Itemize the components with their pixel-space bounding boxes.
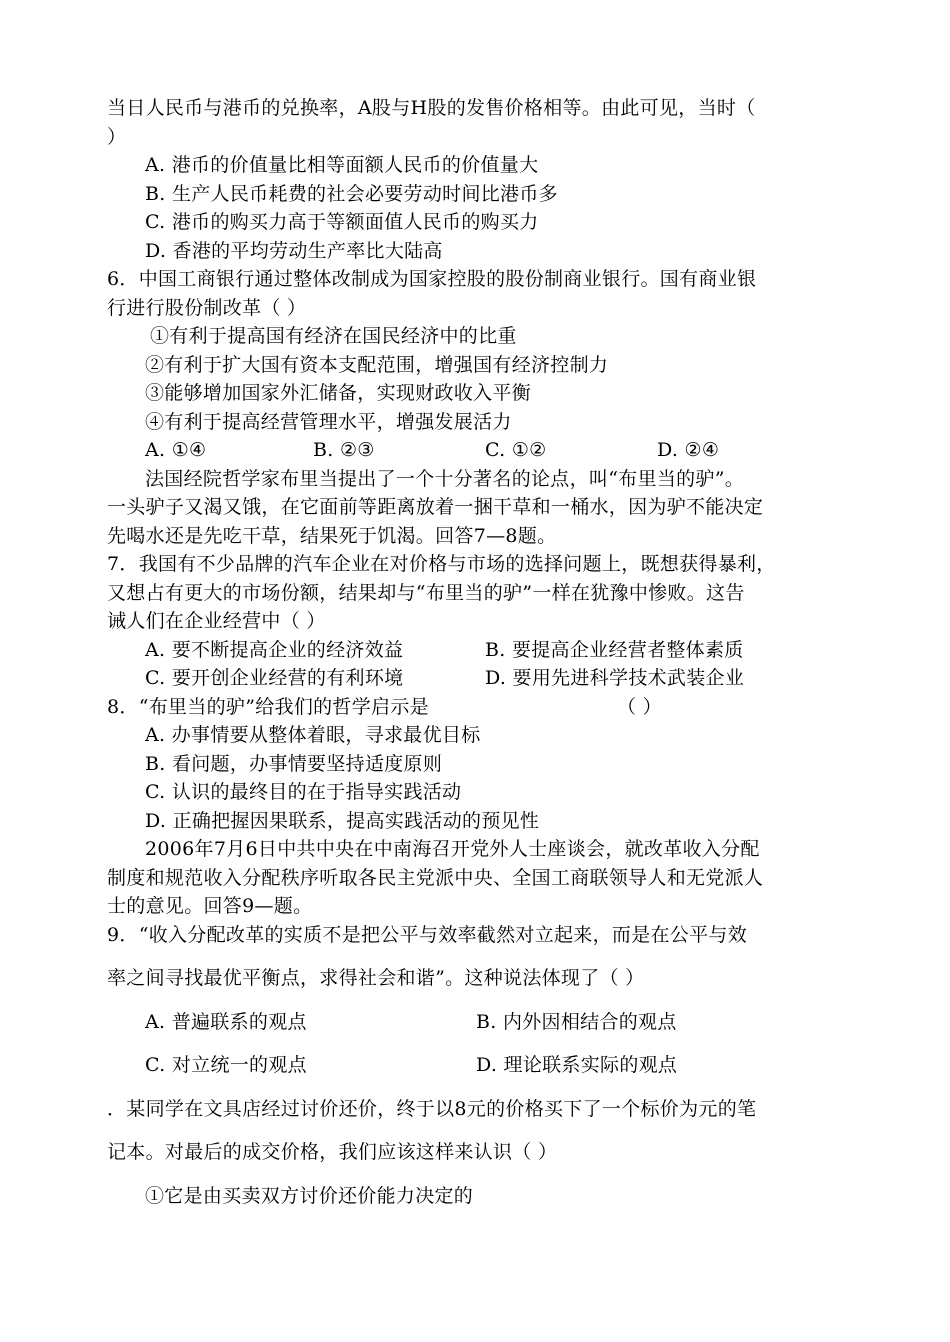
q7-stem-line-2: 又想占有更大的市场份额，结果却与“布里当的驴”一样在犹豫中惨败。这告: [107, 582, 745, 604]
passage-7-8-line-3: 先喝水还是先吃干草，结果死于饥渴。回答7—8题。: [107, 525, 557, 547]
q8-stem: 8．“布里当的驴”给我们的哲学启示是: [107, 696, 429, 718]
q5-option-a: A. 港币的价值量比相等面额人民币的价值量大: [145, 154, 539, 176]
q10-stem-line-1: ．某同学在文具店经过讨价还价，终于以8元的价格买下了一个标价为元的笔: [107, 1098, 757, 1120]
q7-option-c: C. 要开创企业经营的有利环境: [145, 667, 404, 689]
q6-stem-line-1: 6．中国工商银行通过整体改制成为国家控股的股份制商业银行。国有商业银: [107, 268, 757, 290]
q8-option-b: B. 看问题，办事情要坚持适度原则: [145, 753, 443, 775]
q5-option-d: D. 香港的平均劳动生产率比大陆高: [145, 240, 443, 262]
q9-option-d: D. 理论联系实际的观点: [476, 1054, 678, 1076]
q6-option-b: B. ②③: [313, 439, 375, 461]
q5-option-b: B. 生产人民币耗费的社会必要劳动时间比港币多: [145, 183, 558, 205]
q7-stem-line-1: 7．我国有不少品牌的汽车企业在对价格与市场的选择问题上，既想获得暴利，: [107, 553, 776, 575]
q6-item-2: ②有利于扩大国有资本支配范围，增强国有经济控制力: [145, 354, 609, 376]
q9-option-b: B. 内外因相结合的观点: [476, 1011, 677, 1033]
q6-option-c: C. ①②: [485, 439, 547, 461]
q6-item-3: ③能够增加国家外汇储备，实现财政收入平衡: [145, 382, 532, 404]
q6-item-4: ④有利于提高经营管理水平，增强发展活力: [145, 411, 512, 433]
q8-option-d: D. 正确把握因果联系，提高实践活动的预见性: [145, 810, 540, 832]
q7-option-d: D. 要用先进科学技术武装企业: [485, 667, 745, 689]
q5-option-c: C. 港币的购买力高于等额面值人民币的购买力: [145, 211, 539, 233]
q9-option-a: A. 普遍联系的观点: [145, 1011, 307, 1033]
q8-answer-paren: （ ）: [617, 696, 662, 718]
q6-stem-line-2: 行进行股份制改革（ ）: [107, 297, 307, 319]
q5-stem-line-1: 当日人民币与港币的兑换率，A股与H股的发售价格相等。由此可见，当时（: [107, 97, 756, 119]
q8-option-c: C. 认识的最终目的在于指导实践活动: [145, 781, 462, 803]
q10-item-1: ①它是由买卖双方讨价还价能力决定的: [145, 1185, 474, 1207]
passage-9-line-2: 制度和规范收入分配秩序听取各民主党派中央、全国工商联领导人和无党派人: [107, 867, 764, 889]
q5-stem-line-2: ）: [107, 126, 127, 148]
q10-stem-line-2: 记本。对最后的成交价格，我们应该这样来认识（ ）: [107, 1141, 558, 1163]
q8-option-a: A. 办事情要从整体着眼，寻求最优目标: [145, 724, 481, 746]
passage-7-8-line-1: 法国经院哲学家布里当提出了一个十分著名的论点，叫“布里当的驴”。: [145, 468, 745, 490]
q6-option-d: D. ②④: [657, 439, 720, 461]
passage-7-8-line-2: 一头驴子又渴又饿，在它面前等距离放着一捆干草和一桶水，因为驴不能决定: [107, 496, 764, 518]
q7-option-a: A. 要不断提高企业的经济效益: [145, 639, 404, 661]
q9-stem-line-2: 率之间寻找最优平衡点，求得社会和谐”。这种说法体现了（ ）: [107, 967, 645, 989]
q6-option-a: A. ①④: [145, 439, 207, 461]
q7-stem-line-3: 诫人们在企业经营中（ ）: [107, 610, 326, 632]
q9-stem-line-1: 9．“收入分配改革的实质不是把公平与效率截然对立起来，而是在公平与效: [107, 924, 748, 946]
q9-option-c: C. 对立统一的观点: [145, 1054, 307, 1076]
q7-option-b: B. 要提高企业经营者整体素质: [485, 639, 744, 661]
passage-9-line-1: 2006年7月6日中共中央在中南海召开党外人士座谈会，就改革收入分配: [145, 838, 760, 860]
passage-9-line-3: 士的意见。回答9—题。: [107, 895, 313, 917]
q6-item-1: ①有利于提高国有经济在国民经济中的比重: [150, 325, 517, 347]
